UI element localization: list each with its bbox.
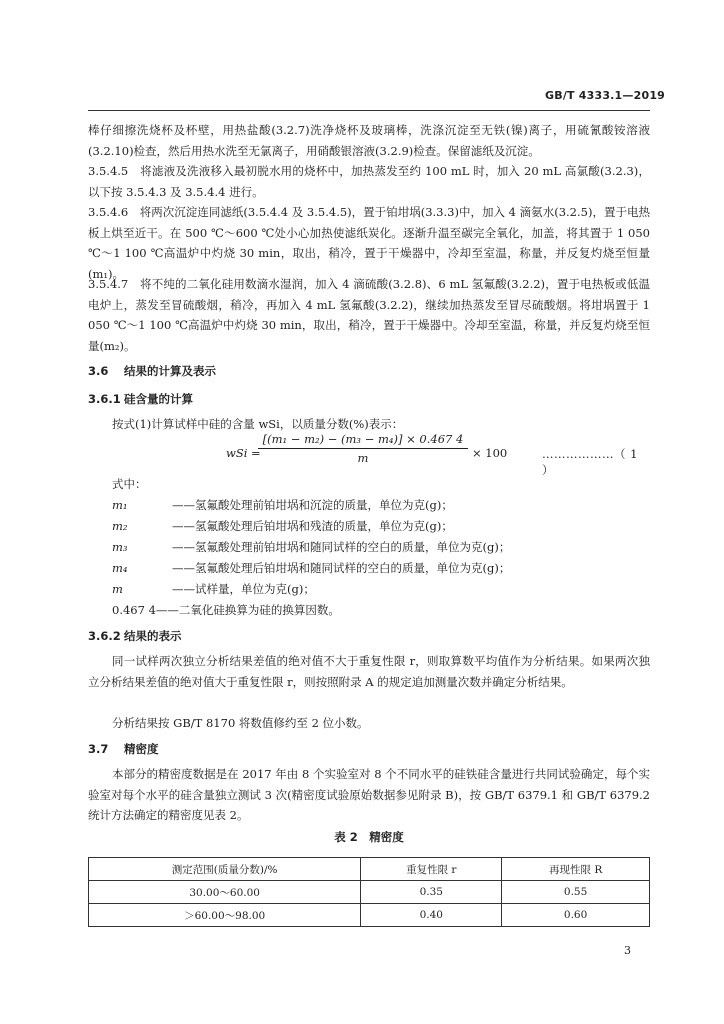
precision-paragraph: 本部分的精密度数据是在 2017 年由 8 个实验室对 8 个不同水平的硅铁硅含量进行共同试验确定，每个实验室对每个水平的硅含量独立测试 3 次(精密度试验原始数据参见附录 B)，按 GB/T 6379.1 和 GB/T 6379.2 统计方法确定的精密度见表 2。 bbox=[88, 767, 650, 822]
formula-lhs: wSi = bbox=[226, 446, 261, 460]
table-row bbox=[89, 881, 650, 904]
table-header-cell: 再现性限 R bbox=[502, 858, 650, 881]
variable-symbol: m bbox=[112, 582, 123, 596]
where-label: 式中： bbox=[112, 477, 147, 491]
variable-symbol: m₂ bbox=[112, 519, 128, 533]
table-cell: 0.40 bbox=[361, 904, 502, 927]
table-cell: 0.60 bbox=[502, 904, 650, 927]
variable-m bbox=[112, 579, 652, 600]
section-number: 3.6.2 bbox=[88, 629, 121, 643]
page-number: 3 bbox=[624, 944, 631, 957]
formula-intro: 按式(1)计算试样中硅的含量 wSi，以质量分数(%)表示： bbox=[112, 417, 404, 431]
variable-description: ——氢氟酸处理后铂坩埚和随同试样的空白的质量，单位为克(g)； bbox=[172, 561, 511, 575]
table-cell: ＞60.00～98.00 bbox=[89, 904, 361, 927]
step-3-5-4-6: 3.5.4.6 将两次沉淀连同滤纸(3.5.4.4 及 3.5.4.5)，置于铂坩埚(3.3.3)中，加入 4 滴氨水(3.2.5)，置于电热板上烘至近干。在 500 ℃～600 ℃处小心加热使滤纸炭化。逐渐升温至碳完全氧化，加盖，将其置于 1 050 ℃～1 100 ℃高温炉中灼烧 30 min，取出，稍冷，置于干燥器中，冷却至室温，称量，并反复灼烧至恒量(m₁)。 bbox=[88, 205, 650, 281]
variable-description: ——试样量，单位为克(g)； bbox=[172, 582, 315, 596]
formula-denominator: m bbox=[357, 451, 369, 465]
section-title: 结果的计算及表示 bbox=[124, 364, 216, 378]
rounding-paragraph: 分析结果按 GB/T 8170 将数值修约至 2 位小数。 bbox=[112, 716, 369, 730]
result-paragraph: 同一试样两次独立分析结果差值的绝对值不大于重复性限 r，则取算数平均值作为分析结果。如果两次独立分析结果差值的绝对值大于重复性限 r，则按照附录 A 的规定追加测量次数并确定分析结果。 bbox=[88, 654, 650, 689]
factor-line: 0.467 4——二氧化硅换算为硅的换算因数。 bbox=[112, 603, 340, 617]
table-caption: 表 2 精密度 bbox=[334, 830, 404, 844]
variable-symbol: m₄ bbox=[112, 561, 128, 575]
formula-fraction bbox=[258, 432, 468, 465]
section-heading-3-6 bbox=[88, 363, 216, 379]
variable-m1 bbox=[112, 495, 652, 516]
section-title: 精密度 bbox=[124, 742, 159, 756]
formula-1 bbox=[226, 432, 646, 477]
paragraph-continuation: 棒仔细擦洗烧杯及杯壁，用热盐酸(3.2.7)洗净烧杯及玻璃棒，洗涤沉淀至无铁(镍)离子，用硫氰酸铵溶液(3.2.10)检查，然后用热水洗至无氯离子，用硝酸银溶液(3.2.9)检查。保留滤纸及沉淀。 bbox=[88, 123, 650, 158]
precision-table bbox=[88, 857, 650, 927]
table-row bbox=[89, 904, 650, 927]
table-header-cell: 测定范围(质量分数)/% bbox=[89, 858, 361, 881]
step-3-5-4-7: 3.5.4.7 将不纯的二氧化硅用数滴水湿润，加入 4 滴硫酸(3.2.8)、6 mL 氢氟酸(3.2.2)，置于电热板或低温电炉上，蒸发至冒硫酸烟，稍冷，再加入 4 mL 氢氟酸(3.2.2)，继续加热蒸发至冒尽硫酸烟。将坩埚置于 1 050 ℃～1 100 ℃高温炉中灼烧 30 min，取出，稍冷，置于干燥器中。冷却至室温，称量，并反复灼烧至恒量(m₂)。 bbox=[88, 277, 650, 353]
variable-symbol: m₁ bbox=[112, 498, 128, 512]
table-header-row bbox=[89, 858, 650, 881]
standard-number: GB/T 4333.1—2019 bbox=[545, 89, 666, 102]
table-cell: 30.00～60.00 bbox=[89, 881, 361, 904]
variable-description: ——氢氟酸处理前铂坩埚和随同试样的空白的质量，单位为克(g)； bbox=[172, 540, 511, 554]
variable-symbol: m₃ bbox=[112, 540, 128, 554]
step-3-5-4-5: 3.5.4.5 将滤液及洗液移入最初脱水用的烧杯中，加热蒸发至约 100 mL 时，加入 20 mL 高氯酸(3.2.3)，以下按 3.5.4.3 及 3.5.4.4 进行。 bbox=[88, 164, 650, 199]
section-heading-3-6-2 bbox=[88, 628, 182, 644]
section-number: 3.6.1 bbox=[88, 392, 121, 406]
formula-numerator: [(m₁ − m₂) − (m₃ − m₄)] × 0.467 4 bbox=[258, 432, 468, 449]
section-heading-3-7 bbox=[88, 741, 159, 757]
variable-m2 bbox=[112, 516, 652, 537]
header-rule bbox=[88, 110, 650, 111]
section-number: 3.7 bbox=[88, 742, 109, 756]
formula-number: ………………（ 1 ） bbox=[542, 447, 638, 477]
variable-description: ——氢氟酸处理后铂坩埚和残渣的质量，单位为克(g)； bbox=[172, 519, 453, 533]
table-header-cell: 重复性限 r bbox=[361, 858, 502, 881]
variable-m4 bbox=[112, 558, 652, 579]
formula-multiplier: × 100 bbox=[472, 446, 508, 460]
table-cell: 0.35 bbox=[361, 881, 502, 904]
section-heading-3-6-1 bbox=[88, 391, 193, 407]
section-title: 硅含量的计算 bbox=[124, 392, 193, 406]
variable-m3 bbox=[112, 537, 652, 558]
section-title: 结果的表示 bbox=[124, 629, 182, 643]
variable-description: ——氢氟酸处理前铂坩埚和沉淀的质量，单位为克(g)； bbox=[172, 498, 453, 512]
section-number: 3.6 bbox=[88, 364, 109, 378]
table-cell: 0.55 bbox=[502, 881, 650, 904]
